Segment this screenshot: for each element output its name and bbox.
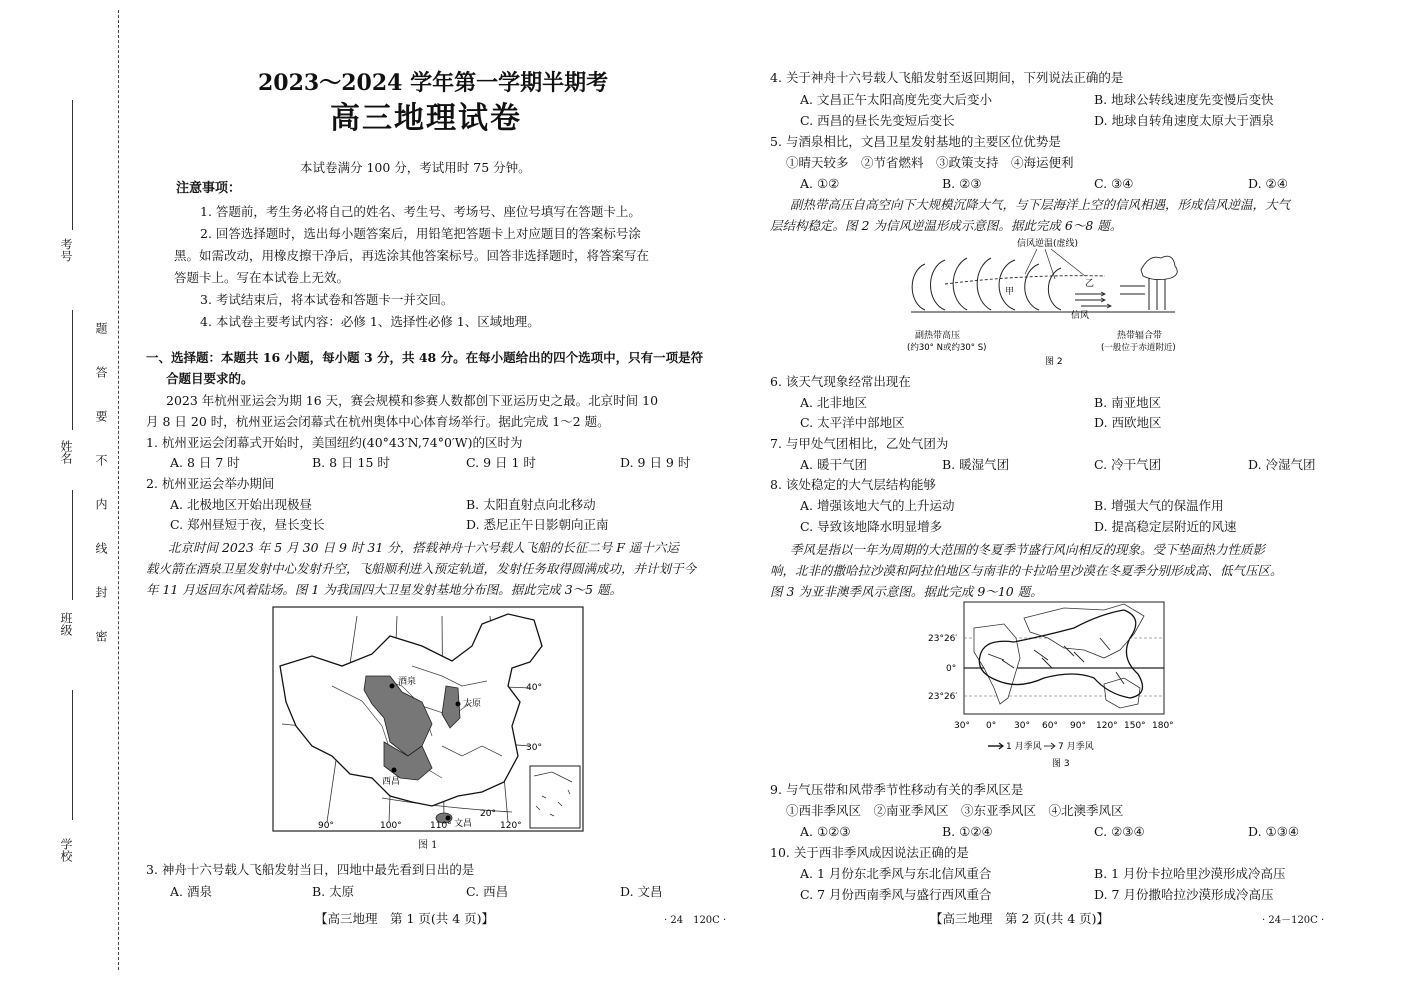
map-label-lon100: 100°: [380, 821, 402, 831]
fig3-lon-label: 60°: [1042, 721, 1058, 731]
q2-option-d[interactable]: D. 悉尼正午日影朝向正南: [466, 517, 609, 532]
map-label-lat40: 40°: [526, 683, 542, 693]
notice-char: 不: [94, 454, 108, 466]
q4-stem: 4. 关于神舟十六号载人飞船发射至返回期间，下列说法正确的是: [770, 70, 1124, 85]
fig3-lon-label: 180°: [1152, 721, 1174, 731]
figure-1-map: [272, 606, 584, 832]
passage-1-line: 2023 年杭州亚运会为期 16 天，赛会规模和参赛人数都创下亚运历史之最。北京时间 10: [166, 393, 659, 408]
q1-option-b[interactable]: B. 8 日 15 时: [312, 455, 390, 470]
fig3-caption: 图 3: [1052, 759, 1070, 769]
figure-2-diagram: [905, 234, 1195, 368]
fig2-pointer-lines: [1025, 249, 1085, 279]
binding-label-banji: 班级: [59, 612, 73, 636]
binding-line-banji[interactable]: [72, 490, 73, 600]
q8-stem: 8. 该处稳定的大气层结构能够: [770, 477, 936, 492]
q9-option-d[interactable]: D. ①③④: [1248, 824, 1300, 839]
fig3-lat-label: 0°: [946, 664, 957, 674]
notes-line: 答题卡上。写在本试卷上无效。: [174, 270, 350, 285]
q6-option-d[interactable]: D. 西欧地区: [1094, 415, 1162, 430]
fig2-top-label: 信风逆温(虚线): [1017, 239, 1079, 249]
q1-stem: 1. 杭州亚运会闭幕式开始时，美国纽约(40°43′N,74°0′W)的区时为: [146, 435, 523, 450]
q1-option-c[interactable]: C. 9 日 1 时: [466, 455, 536, 470]
figure-1-caption: 图 1: [418, 840, 438, 851]
q8-option-b[interactable]: B. 增强大气的保温作用: [1094, 498, 1224, 513]
fig3-lon-label: 120°: [1096, 721, 1118, 731]
q3-option-a[interactable]: A. 酒泉: [170, 884, 212, 899]
q5-option-a[interactable]: A. ①②: [800, 176, 840, 191]
exam-term: 2023～2024 学年第一学期半期考: [258, 70, 609, 96]
binding-dash-line: [118, 10, 119, 970]
fig3-lon-label: 30°: [954, 721, 970, 731]
q9-items: ①西非季风区 ②南亚季风区 ③东亚季风区 ④北澳季风区: [786, 803, 1124, 818]
binding-label-xingming: 姓名: [59, 440, 73, 464]
q1-option-d[interactable]: D. 9 日 9 时: [620, 455, 691, 470]
fig2-cloud: [1141, 256, 1177, 279]
q5-stem: 5. 与酒泉相比，文昌卫星发射基地的主要区位优势是: [770, 134, 1061, 149]
footer-right-code: · 24－120C ·: [1262, 915, 1325, 926]
q3-option-b[interactable]: B. 太原: [312, 884, 355, 899]
section-heading: 一、选择题：本题共 16 小题，每小题 3 分，共 48 分。在每小题给出的四个选项中，只有一项是符: [146, 350, 704, 365]
site-dot-wenchang: [446, 816, 451, 821]
fig2-right-label-1: 热带辐合带: [1117, 331, 1163, 341]
site-dot-jiuquan: [390, 684, 395, 689]
map-label-jiuquan: 酒泉: [398, 677, 417, 687]
notice-char: 要: [94, 410, 108, 422]
q9-stem: 9. 与气压带和风带季节性移动有关的季风区是: [770, 782, 1024, 797]
figure-3-map: [924, 598, 1194, 770]
map-label-lon90: 90°: [318, 821, 334, 831]
passage-4-line: 图 3 为亚非澳季风示意图。据此完成 9～10 题。: [770, 584, 1043, 599]
fig3-lon-label: 0°: [986, 721, 997, 731]
q9-option-b[interactable]: B. ①②④: [942, 824, 993, 839]
q4-option-c[interactable]: C. 西昌的昼长先变短后变长: [800, 113, 955, 128]
fig3-lon-label: 90°: [1070, 721, 1086, 731]
notes-line: 黑。如需改动，用橡皮擦干净后，再选涂其他答案标号。回答非选择题时，将答案写在: [174, 248, 650, 263]
fig2-left-label-2: (约30° N或约30° S): [907, 343, 987, 353]
notice-char: 内: [94, 498, 108, 510]
fig3-lat-label: 23°26′: [928, 634, 958, 644]
q6-option-b[interactable]: B. 南亚地区: [1094, 395, 1162, 410]
q2-stem: 2. 杭州亚运会举办期间: [146, 476, 275, 491]
notes-line: 1. 答题前，考生务必将自己的姓名、考生号、考场号、座位号填写在答题卡上。: [200, 204, 641, 219]
binding-label-xuexiao: 学校: [59, 838, 73, 862]
q5-items: ①晴天较多 ②节省燃料 ③政策支持 ④海运便利: [786, 155, 1074, 170]
footer-left-code: · 24 120C ·: [664, 915, 727, 926]
passage-3-line: 副热带高压自高空向下大规模沉降大气，与下层海洋上空的信风相遇，形成信风逆温，大气: [790, 197, 1291, 212]
fig3-lat-label: 23°26′: [928, 692, 958, 702]
map-label-xichang: 西昌: [382, 777, 401, 787]
q2-option-b[interactable]: B. 太阳直射点向北移动: [466, 497, 596, 512]
notice-char: 密: [94, 630, 108, 642]
q10-option-b[interactable]: B. 1 月份卡拉哈里沙漠形成冷高压: [1094, 866, 1286, 881]
fig2-circulation-arcs: [912, 258, 1061, 310]
passage-1-line: 月 8 日 20 时，杭州亚运会闭幕式在杭州奥体中心体育场举行。据此完成 1～2 题。: [146, 414, 610, 429]
q7-option-c[interactable]: C. 冷干气团: [1094, 457, 1162, 472]
q2-option-c[interactable]: C. 郑州昼短于夜，昼长变长: [170, 517, 325, 532]
binding-line-kaohao[interactable]: [72, 100, 73, 230]
q10-stem: 10. 关于西非季风成因说法正确的是: [770, 845, 969, 860]
map-label-lat30: 30°: [526, 743, 542, 753]
notice-char: 线: [94, 542, 108, 554]
passage-2-line: 年 11 月返回东风着陆场。图 1 为我国四大卫星发射基地分布图。据此完成 3～5 题。: [146, 582, 623, 597]
q3-option-c[interactable]: C. 西昌: [466, 884, 509, 899]
q4-option-d[interactable]: D. 地球自转角速度太原大于酒泉: [1094, 113, 1275, 128]
notice-char: 答: [94, 366, 108, 378]
footer-left: 【高三地理 第 1 页(共 4 页)】: [315, 911, 495, 926]
map-label-lat20: 20°: [480, 809, 496, 819]
fig3-lon-label: 150°: [1124, 721, 1146, 731]
q7-stem: 7. 与甲处气团相比，乙处气团为: [770, 436, 949, 451]
site-dot-taiyuan: [456, 702, 461, 707]
map-label-lon110: 110°: [430, 821, 452, 831]
notice-char: 封: [94, 586, 108, 598]
passage-3-line: 层结构稳定。图 2 为信风逆温形成示意图。据此完成 6～8 题。: [770, 218, 1123, 233]
q6-option-c[interactable]: C. 太平洋中部地区: [800, 415, 905, 430]
map-label-taiyuan: 太原: [463, 699, 482, 709]
map-label-lon120: 120°: [500, 821, 522, 831]
q9-option-a[interactable]: A. ①②③: [800, 824, 851, 839]
binding-line-xuexiao[interactable]: [72, 690, 73, 820]
fig2-mid-label: 信风: [1071, 311, 1090, 321]
map-label-wenchang: 文昌: [454, 819, 473, 829]
q8-option-a[interactable]: A. 增强该地大气的上升运动: [800, 498, 955, 513]
q7-option-b[interactable]: B. 暖湿气团: [942, 457, 1010, 472]
passage-4-line: 响，北非的撒哈拉沙漠和阿拉伯地区与南非的卡拉哈里沙漠在冬夏季分别形成高、低气压区。: [770, 563, 1283, 578]
q8-option-c[interactable]: C. 导致该地降水明显增多: [800, 519, 943, 534]
q10-option-a[interactable]: A. 1 月份东北季风与东北信风重合: [800, 866, 992, 881]
section-heading-2: 合题目要求的。: [166, 371, 254, 386]
q8-option-d[interactable]: D. 提高稳定层附近的风速: [1094, 519, 1237, 534]
notes-line: 2. 回答选择题时，选出每小题答案后，用铅笔把答题卡上对应题目的答案标号涂: [200, 226, 641, 241]
q4-option-b[interactable]: B. 地球公转线速度先变慢后变快: [1094, 92, 1274, 107]
q4-option-a[interactable]: A. 文昌正午太阳高度先变大后变小: [800, 92, 992, 107]
q7-option-a[interactable]: A. 暖干气团: [800, 457, 867, 472]
q5-option-d[interactable]: D. ②④: [1248, 176, 1288, 191]
fig2-jia: 甲: [1005, 287, 1015, 297]
binding-line-xingming[interactable]: [72, 310, 73, 430]
q3-option-d[interactable]: D. 文昌: [620, 884, 663, 899]
site-dot-xichang: [392, 768, 397, 773]
q6-option-a[interactable]: A. 北非地区: [800, 395, 867, 410]
footer-right: 【高三地理 第 2 页(共 4 页)】: [930, 911, 1110, 926]
fig3-legend2: 7 月季风: [1058, 742, 1094, 752]
q1-option-a[interactable]: A. 8 日 7 时: [170, 455, 240, 470]
fig2-yi: 乙: [1085, 279, 1095, 289]
passage-2-line: 载火箭在酒泉卫星发射中心发射升空，飞船顺利进入预定轨道，发射任务取得圆满成功，并计划于今: [146, 561, 697, 576]
binding-label-kaohao: 考号: [59, 238, 73, 262]
q3-stem: 3. 神舟十六号载人飞船发射当日，四地中最先看到日出的是: [146, 862, 475, 877]
q5-option-c[interactable]: C. ③④: [1094, 176, 1134, 191]
exam-title: 高三地理试卷: [330, 101, 522, 136]
exam-intro: 本试卷满分 100 分，考试用时 75 分钟。: [300, 160, 531, 175]
fig2-left-label-1: 副热带高压: [915, 331, 961, 341]
q10-option-d[interactable]: D. 7 月份撒哈拉沙漠形成冷高压: [1094, 887, 1274, 902]
fig3-lon-label: 30°: [1014, 721, 1030, 731]
fig3-legend1: 1 月季风: [1006, 742, 1042, 752]
q7-option-d[interactable]: D. 冷湿气团: [1248, 457, 1316, 472]
q5-option-b[interactable]: B. ②③: [942, 176, 982, 191]
fig2-caption: 图 2: [1045, 357, 1063, 367]
passage-4-line: 季风是指以一年为周期的大范围的冬夏季节盛行风向相反的现象。受下垫面热力性质影: [790, 542, 1266, 557]
notes-line: 3. 考试结束后，将本试卷和答题卡一并交回。: [200, 292, 454, 307]
q6-stem: 6. 该天气现象经常出现在: [770, 374, 911, 389]
fig2-right-label-2: (一般位于赤道附近): [1101, 343, 1176, 353]
fig2-wind-arrows: [1075, 286, 1145, 306]
notes-heading: 注意事项：: [176, 181, 242, 196]
passage-2-line: 北京时间 2023 年 5 月 30 日 9 时 31 分，搭载神舟十六号载人飞船的长征二号 F 遥十六运: [168, 540, 679, 555]
q10-option-c[interactable]: C. 7 月份西南季风与盛行西风重合: [800, 887, 992, 902]
q2-option-a[interactable]: A. 北极地区开始出现极昼: [170, 497, 312, 512]
q9-option-c[interactable]: C. ②③④: [1094, 824, 1145, 839]
notice-char: 题: [94, 322, 108, 334]
notes-line: 4. 本试卷主要考试内容：必修 1、选择性必修 1、区域地理。: [200, 314, 540, 329]
